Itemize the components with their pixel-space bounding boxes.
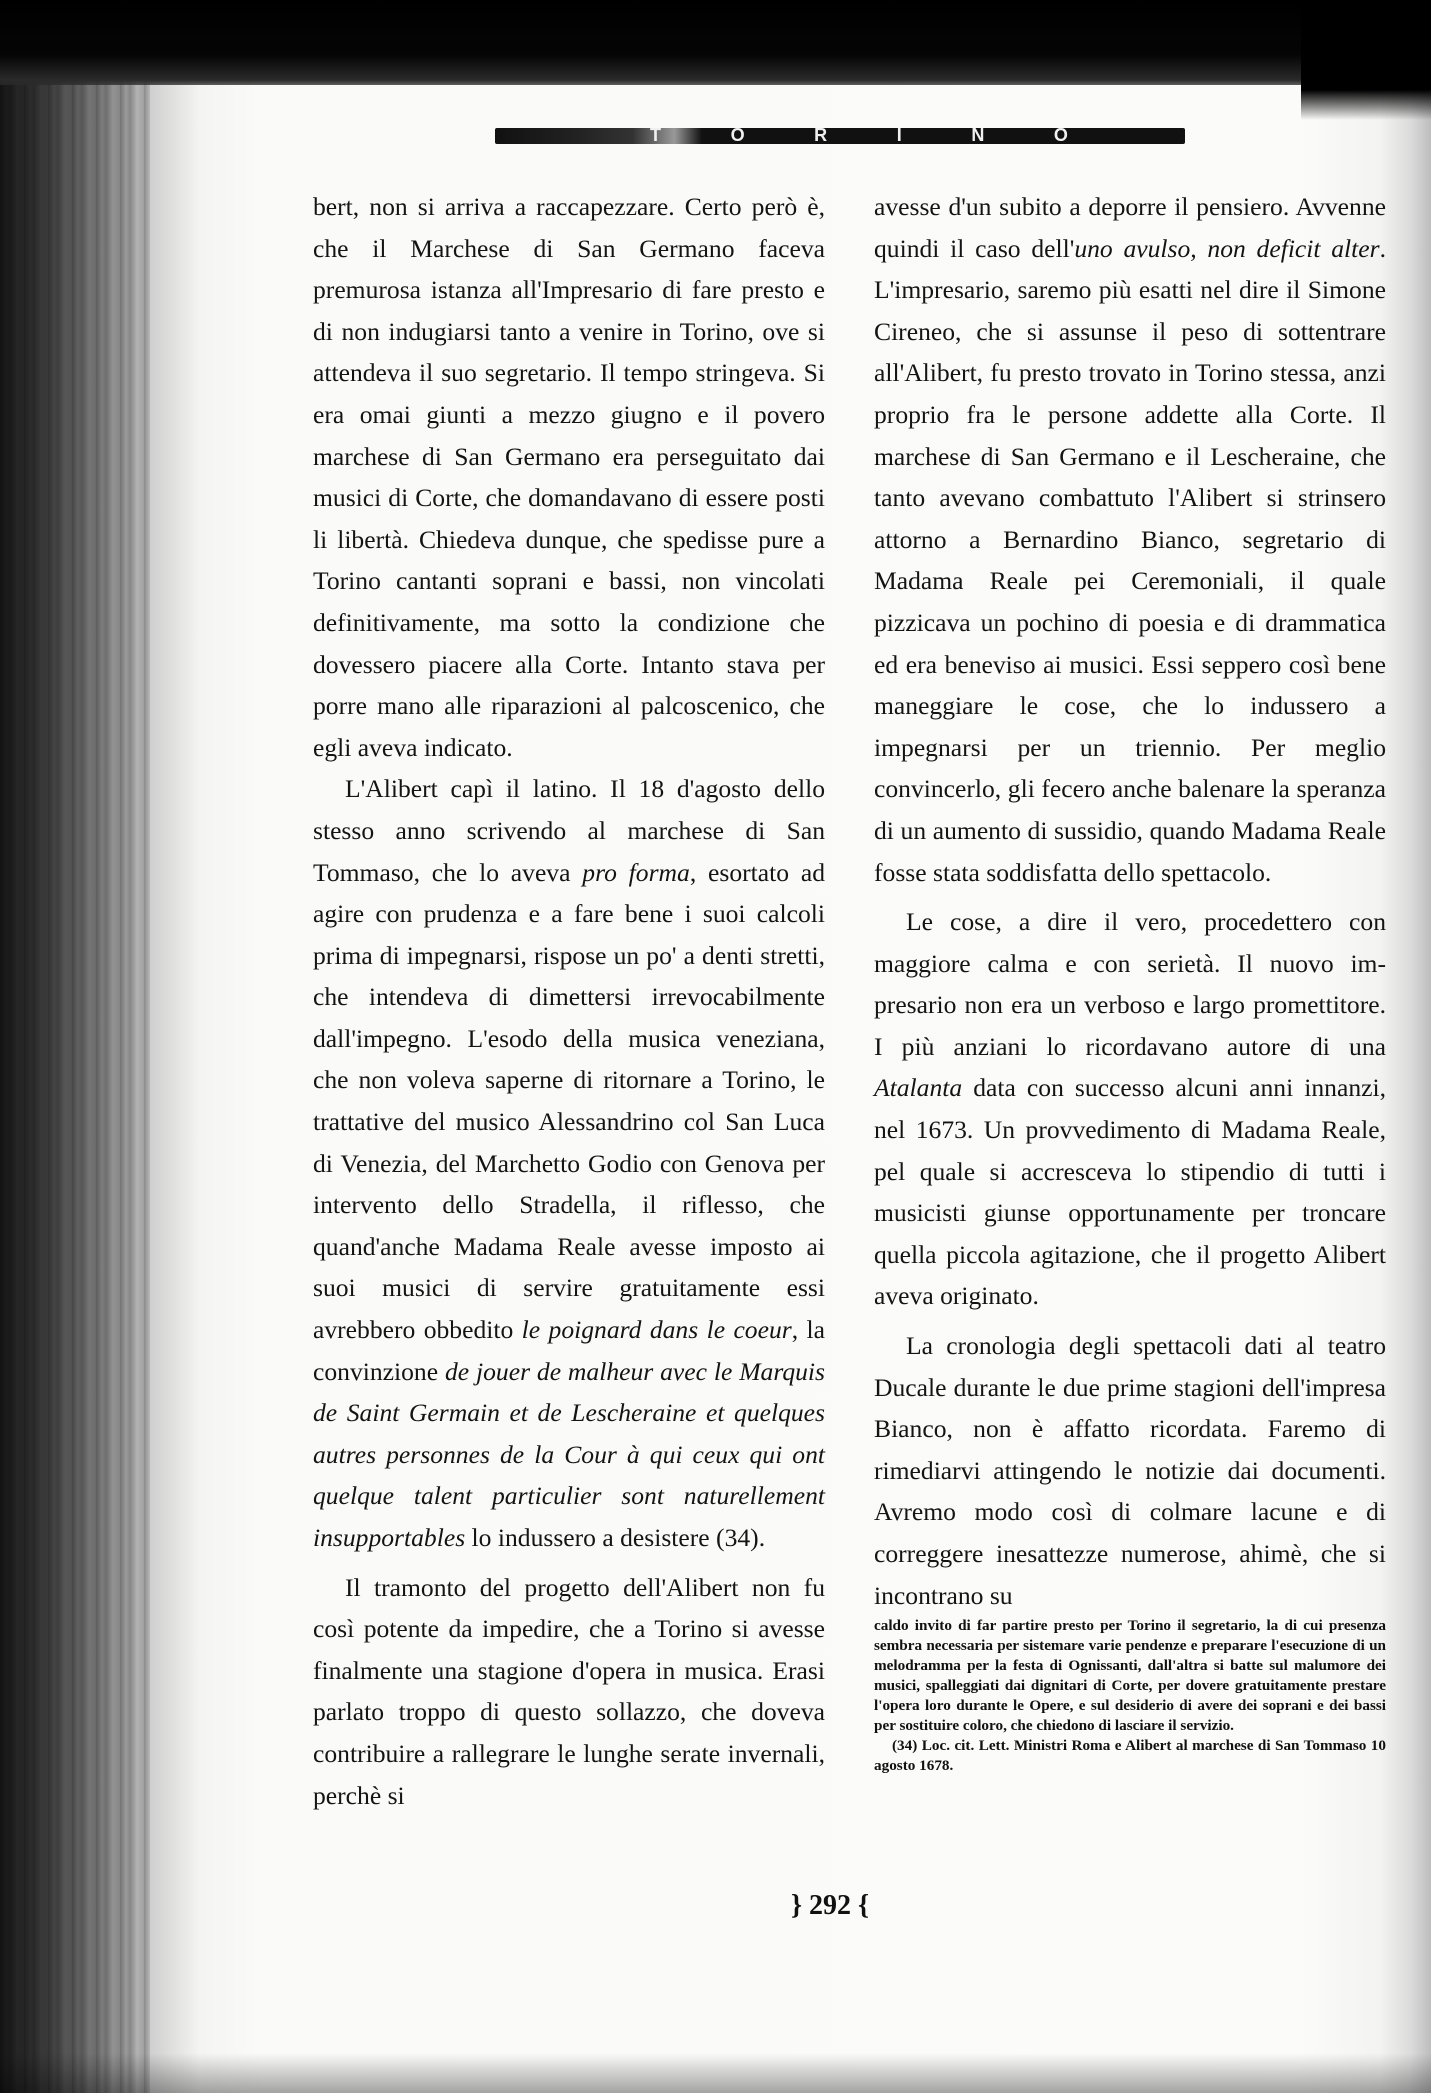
top-right-scan-edge [1301,0,1431,120]
header-letter: O [730,124,747,145]
bottom-scan-edge [0,2053,1431,2093]
text-run: L'Alibert capì il latino. Il 18 d'agosto dello stesso anno scrivendo al marchese di San Tommaso, che lo aveva [313,774,825,887]
text-run: data con successo alcuni anni innanzi, nel 1673. Un provvedimento di Madama Reale, pel quale si accresceva lo stipendio di tutti i musicisti giunse opportunamente per troncare quella piccola agitazione, che il progetto Alibert aveva originato. [874,1073,1386,1311]
text-run: , la convinzione [313,1315,825,1386]
page-number [770,1890,890,1922]
book-spine-shadow [0,80,150,2093]
header-letter: T [650,124,663,145]
text-run: lo indussero a desistere (34). [465,1523,766,1552]
paragraph: bert, non si arriva a raccapezzare. Certo però è, che il Marchese di San Germano faceva premurosa istanza all'Impresario di fare presto e di non indugiarsi tanto a venire in Torino, ove si attendeva il suo segretario. Il tempo stringeva. Si era omai giunti a mezzo giugno e il povero marchese di San Germano era perseguitato dai musici di Corte, che domandavano di essere posti li libertà. Chiedeva dunque, che spedisse pure a Torino cantanti soprani e bassi, non vincolati definitivamente, ma sotto la condizione che dovessero piacere alla Corte. Intanto stava per porre mano alle riparazioni al palcoscenico, che egli aveva indicato. [313,192,825,762]
top-scan-edge [0,0,1431,85]
header-title [650,124,1070,146]
paragraph [874,901,1386,1317]
text-run: avesse d'un subito a deporre il pensiero. Avvenne quindi il caso dell' [874,192,1386,263]
header-letter: R [814,124,830,145]
italic-run: pro forma [582,857,690,887]
paragraph: La cronologia degli spettacoli dati al teatro Ducale durante le due prime stagioni dell'impresa Bianco, non è affatto ricordata. Faremo di rimediarvi attingendo le notizie dai documenti. Avremo modo così di colmare lacune e di correggere inesattezze numerose, ahimè, che si incontrano su [874,1331,1386,1610]
running-header [495,124,1185,146]
text-run: . L'impresario, saremo più esatti nel dire il Simone Cireneo, che si assunse il peso di sottentrare all'Alibert, fu presto trovato in Torino stessa, anzi proprio fra le persone addette alla Corte. Il marchese di San Germano e il Lescheraine, che tanto avevano combattuto l'Alibert si strinsero attorno a Bernardino Bianco, segretario di Madama Reale pei Ceremoniali, il quale pizzicava un pochino di poesia e di drammatica ed era beneviso ai musici. Essi seppero così bene maneggiare le cose, che lo indussero a impegnarsi per un triennio. Per meglio convincerlo, gli fecero anche balenare la speranza di un aumento di sussidio, quando Madama Reale fosse stata soddisfatta dello spettacolo. [874,233,1386,887]
page-number-value: 292 [809,1890,851,1921]
right-text-column [874,186,1386,1616]
paragraph [313,768,825,1558]
header-letter: I [896,124,904,145]
page-number-ornament-right: { [858,1890,870,1921]
footnote: (34) Loc. cit. Lett. Ministri Roma e Alibert al marchese di San Tommaso 10 agosto 1678. [874,1737,1386,1774]
header-letter: O [1053,124,1070,145]
paragraph [874,186,1386,893]
paragraph: Il tramonto del progetto dell'Alibert non fu così potente da impedire, che a Torino si avesse finalmente una stagione d'opera in musica. Erasi parlato troppo di questo sollazzo, che doveva contribuire a rallegrare le lunghe serate invernali, perchè si [313,1572,825,1810]
text-run: , esortato ad agire con prudenza e a fare bene i suoi calcoli prima di impegnarsi, rispose un po' a denti stretti, che intendeva di dimettersi irrevocabilmente dall'impegno. L'esodo della musica veneziana, che non voleva saperne di ritornare a Torino, le trattative del musico Alessandrino col San Luca di Venezia, del Marchetto Godio con Genova per intervento dello Stradella, il riflesso, che quand'anche Madama Reale avesse imposto ai suoi musici di servire gratuitamente essi avrebbero obbedito [313,857,825,1345]
text-run: Le cose, a dire il vero, procedettero con maggiore calma e con serietà. Il nuovo impresario non era un verboso e largo promettitore. I più anziani lo ricordavano autore di una [874,907,1386,1061]
footnote: caldo invito di far partire presto per Torino il segretario, la di cui presenza sembra necessaria per sistemare varie pendenze e preparare l'esecuzione di un melodramma per la festa di Ognissanti, dall'altra si batte sul malumore dei musici, spalleggiati dai dignitari di Corte, per dovere gratuitamente prestare l'opera loro durante le Opere, e sul desiderio di avere dei soprani e dei bassi per sostituire coloro, che chiedono di lasciare il servizio. [874,1617,1386,1734]
italic-run: uno avulso, non deficit alter [1074,233,1380,263]
header-letter: N [971,124,987,145]
italic-run: Atalanta [874,1073,963,1103]
italic-run: de jouer de malheur avec le Marquis de Saint Germain et de Lescheraine et quelques autres personnes de la Cour à qui ceux qui ont quelque talent particulier sont naturellement insupportables [313,1356,826,1552]
footnotes [874,1616,1386,1776]
page-number-ornament-left: } [790,1890,802,1921]
italic-run: le poignard dans le coeur [521,1315,792,1345]
left-text-column [313,186,825,1816]
